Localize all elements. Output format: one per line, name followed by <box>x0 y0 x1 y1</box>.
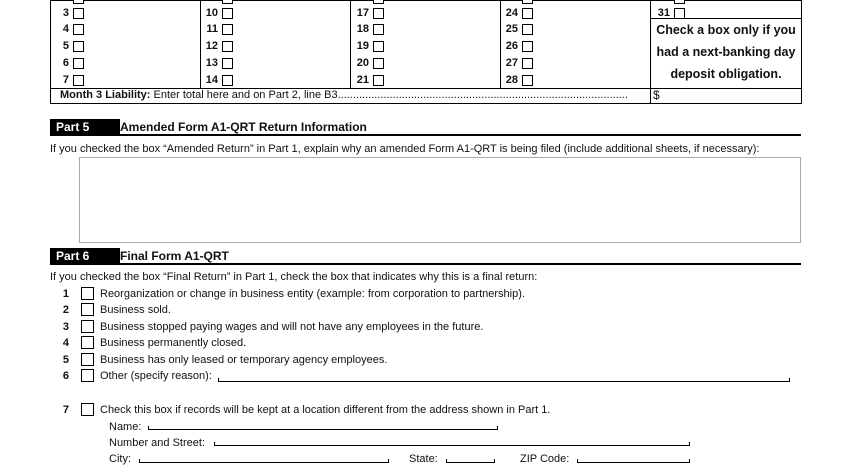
day-number: 20 <box>356 57 369 69</box>
part5-instruction: If you checked the box “Amended Return” in Part 1, explain why an amended Form A1-QRT is being filed (include additional sheets, if necessary): <box>50 143 760 155</box>
option-label: Business has only leased or temporary agency employees. <box>100 354 388 366</box>
day-number: 3 <box>62 7 69 19</box>
records-label: Check this box if records will be kept at a location different from the address shown in Part 1. <box>100 404 551 416</box>
field-tick <box>497 426 498 430</box>
note-line: had a next-banking day <box>656 45 796 59</box>
banking-day-note <box>652 19 800 87</box>
field-tick <box>214 442 215 446</box>
day-checkbox[interactable] <box>73 0 84 4</box>
option-checkbox[interactable] <box>81 369 94 382</box>
option-number: 1 <box>62 288 69 300</box>
option-number: 2 <box>62 304 69 316</box>
day-number: 24 <box>505 7 518 19</box>
part6-tag: Part 6 <box>50 248 120 264</box>
option-checkbox[interactable] <box>81 287 94 300</box>
field-tick <box>148 426 149 430</box>
option-checkbox[interactable] <box>81 320 94 333</box>
state-label: State: <box>409 453 438 465</box>
part5-tag: Part 5 <box>50 119 120 135</box>
field-tick <box>577 459 578 463</box>
day-checkbox[interactable] <box>522 24 533 35</box>
option-label: Reorganization or change in business entity (example: from corporation to partnership). <box>100 288 525 300</box>
option-label: Other (specify reason): <box>100 370 212 382</box>
option-checkbox[interactable] <box>81 353 94 366</box>
note-line: Check a box only if you <box>656 23 796 37</box>
option-label: Business sold. <box>100 304 171 316</box>
option-number: 4 <box>62 337 69 349</box>
part6-instruction: If you checked the box “Final Return” in Part 1, check the box that indicates why this is a final return: <box>50 271 538 283</box>
option-number: 3 <box>62 321 69 333</box>
day-number: 12 <box>205 40 218 52</box>
day-checkbox[interactable] <box>522 8 533 19</box>
day-checkbox[interactable] <box>522 0 533 4</box>
day-checkbox[interactable] <box>522 41 533 52</box>
other-reason-field[interactable] <box>218 380 790 382</box>
day-checkbox[interactable] <box>674 0 685 4</box>
day-number: 4 <box>62 23 69 35</box>
day-checkbox[interactable] <box>373 58 384 69</box>
city-label: City: <box>109 453 131 465</box>
day-number: 5 <box>62 40 69 52</box>
state-field[interactable] <box>446 461 495 463</box>
field-tick <box>789 378 790 382</box>
field-tick <box>446 459 447 463</box>
option-label: Business stopped paying wages and will not have any employees in the future. <box>100 321 484 333</box>
day-number: 6 <box>62 57 69 69</box>
option-checkbox[interactable] <box>81 336 94 349</box>
day-checkbox[interactable] <box>222 8 233 19</box>
zip-field[interactable] <box>577 461 690 463</box>
grid-top-border <box>50 0 802 1</box>
month3-instruction: Enter total here and on Part 2, line B3 <box>153 89 338 101</box>
day-number: 14 <box>205 74 218 86</box>
day-number: 25 <box>505 23 518 35</box>
field-tick <box>689 459 690 463</box>
day-checkbox[interactable] <box>373 0 384 4</box>
records-number: 7 <box>62 404 69 416</box>
day-checkbox[interactable] <box>73 24 84 35</box>
option-number: 5 <box>62 354 69 366</box>
grid-divider <box>650 0 651 103</box>
zip-label: ZIP Code: <box>520 453 570 465</box>
month3-total-field[interactable] <box>663 89 799 102</box>
month3-leader-dots: ............................................................................................... <box>337 89 628 101</box>
day-checkbox[interactable] <box>73 8 84 19</box>
day-number: 7 <box>62 74 69 86</box>
day-checkbox[interactable] <box>222 58 233 69</box>
day-checkbox[interactable] <box>373 75 384 86</box>
grid-divider <box>801 0 802 103</box>
day-number: 11 <box>206 23 218 35</box>
part6-rule <box>50 263 801 265</box>
city-field[interactable] <box>139 461 389 463</box>
day-checkbox[interactable] <box>674 8 685 19</box>
day-checkbox[interactable] <box>73 41 84 52</box>
street-field[interactable] <box>214 444 690 446</box>
records-checkbox[interactable] <box>81 403 94 416</box>
day-number: 18 <box>356 23 369 35</box>
day-number: 17 <box>356 7 369 19</box>
day-number: 19 <box>356 40 369 52</box>
day-checkbox[interactable] <box>73 58 84 69</box>
day-number: 26 <box>505 40 518 52</box>
option-number: 6 <box>62 370 69 382</box>
month3-currency: $ <box>653 88 660 102</box>
month3-liability-row <box>60 89 628 101</box>
note-line: deposit obligation. <box>670 67 782 81</box>
field-tick <box>689 442 690 446</box>
part5-title: Amended Form A1-QRT Return Information <box>120 120 367 134</box>
day-checkbox[interactable] <box>222 75 233 86</box>
street-label: Number and Street: <box>109 437 205 449</box>
amended-reason-textbox[interactable] <box>79 157 801 243</box>
month3-label: Month 3 Liability: <box>60 89 151 101</box>
part6-title: Final Form A1-QRT <box>120 249 229 263</box>
day-checkbox[interactable] <box>222 0 233 4</box>
name-label: Name: <box>109 421 142 433</box>
day-number: 28 <box>505 74 518 86</box>
grid-bottom-border <box>50 103 802 104</box>
field-tick <box>139 459 140 463</box>
name-field[interactable] <box>148 428 498 430</box>
field-tick <box>218 378 219 382</box>
day-number: 27 <box>505 57 518 69</box>
day-checkbox[interactable] <box>73 75 84 86</box>
day-number: 10 <box>205 7 218 19</box>
day-checkbox[interactable] <box>522 75 533 86</box>
day-number: 21 <box>356 74 369 86</box>
field-tick <box>388 459 389 463</box>
day-number: 31 <box>657 7 670 19</box>
option-label: Business permanently closed. <box>100 337 247 349</box>
day-checkbox[interactable] <box>522 58 533 69</box>
option-checkbox[interactable] <box>81 303 94 316</box>
day-checkbox[interactable] <box>373 24 384 35</box>
day-checkbox[interactable] <box>222 41 233 52</box>
day-checkbox[interactable] <box>373 41 384 52</box>
day-checkbox[interactable] <box>222 24 233 35</box>
day-checkbox[interactable] <box>373 8 384 19</box>
day-number: 13 <box>205 57 218 69</box>
part5-rule <box>50 134 801 136</box>
field-tick <box>494 459 495 463</box>
